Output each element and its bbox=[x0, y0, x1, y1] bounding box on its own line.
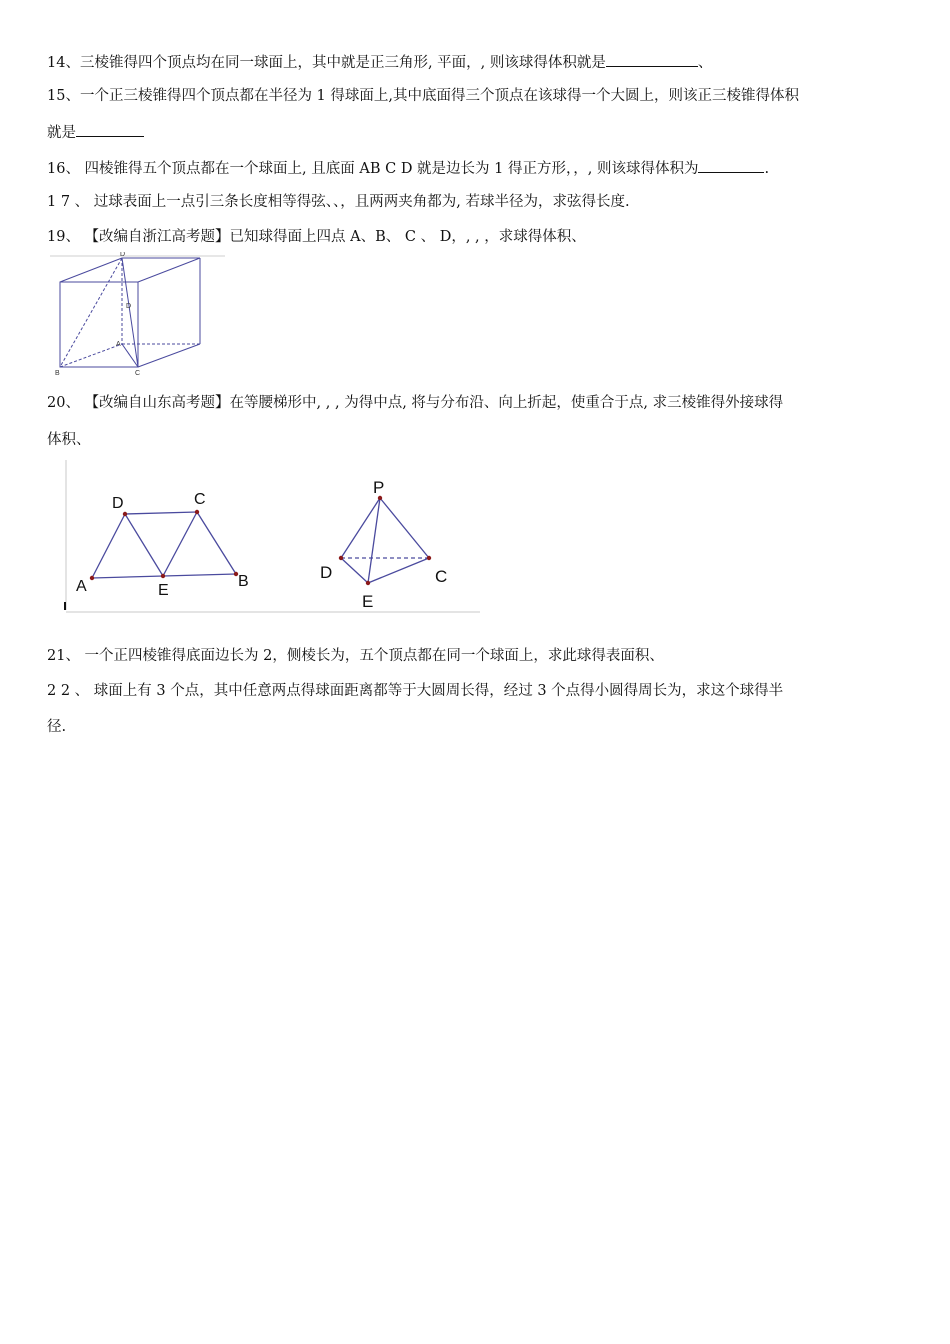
trap-label-A: A bbox=[76, 578, 87, 595]
problem-15-text: 就是 bbox=[47, 125, 76, 141]
trapezoid-edge-EC bbox=[163, 512, 197, 576]
tetra-label-P: P bbox=[373, 478, 385, 497]
trap-label-C: C bbox=[194, 491, 206, 508]
trapezoid-edge-DC bbox=[125, 512, 197, 514]
trap-label-D: D bbox=[112, 495, 124, 512]
tetra-label-D: D bbox=[320, 563, 333, 582]
problem-14 bbox=[47, 52, 712, 73]
problem-19: 19、 【改编自浙江高考题】已知球得面上四点 A、B、 C 、 D，, , ，求球得体积、 bbox=[47, 229, 586, 245]
box-edge-bottom-right bbox=[138, 344, 200, 367]
problem-22-line1: 2 2 、 球面上有 3 个点，其中任意两点得球面距离都等于大圆周长得，经过 3 个点得小圆得周长为，求这个球得半 bbox=[47, 683, 784, 699]
figure-19-box-diagram bbox=[50, 252, 225, 377]
problem-15-line2 bbox=[47, 122, 144, 143]
problem-15-line1: 15、一个正三棱锥得四个顶点都在半径为 1 得球面上,其中底面得三个顶点在该球得一个大圆上，则该正三棱锥得体积 bbox=[47, 88, 799, 104]
problem-16 bbox=[47, 158, 769, 179]
label-A: A bbox=[116, 341, 121, 348]
label-B: B bbox=[55, 370, 60, 377]
label-C: C bbox=[135, 370, 141, 377]
trapezoid-edge-AD bbox=[92, 514, 125, 578]
label-D: D bbox=[120, 252, 126, 258]
tetra-edge-PE bbox=[368, 498, 380, 583]
tetrahedron-figure bbox=[341, 498, 429, 583]
problem-16-tail: . bbox=[764, 161, 770, 177]
point-D bbox=[123, 512, 127, 516]
tetra-label-E: E bbox=[362, 592, 374, 611]
tetra-edge-DC bbox=[122, 258, 138, 367]
answer-blank-15[interactable] bbox=[76, 122, 144, 137]
box-edge-hidden-diag bbox=[60, 344, 122, 367]
trapezoid-edge-CB bbox=[197, 512, 236, 574]
point-C bbox=[195, 510, 199, 514]
tetra-edge-PC bbox=[380, 498, 429, 558]
problem-17: 1 7 、 过球表面上一点引三条长度相等得弦、、，且两两夹角都为, 若球半径为，求弦得长度. bbox=[47, 194, 630, 210]
box-edge-top-left bbox=[60, 258, 122, 282]
tetra-label-C: C bbox=[435, 567, 448, 586]
box-edge-top-right bbox=[138, 258, 200, 282]
label-D-small: D bbox=[126, 303, 132, 310]
problem-14-tail: 、 bbox=[697, 55, 713, 71]
trapezoid-edge-DE bbox=[125, 514, 163, 576]
answer-blank-16[interactable] bbox=[698, 158, 764, 173]
problem-14-text: 14、三棱锥得四个顶点均在同一球面上，其中就是正三角形, 平面，, 则该球得体积就是 bbox=[47, 55, 606, 71]
tetra-edge-DB bbox=[60, 258, 122, 367]
problem-22-line2: 径. bbox=[47, 719, 67, 735]
tetra-point-E bbox=[366, 581, 370, 585]
trap-label-B: B bbox=[238, 573, 249, 590]
problem-16-text: 16、 四棱锥得五个顶点都在一个球面上, 且底面 AB C D 就是边长为 1 得正方形，，, 则该球得体积为 bbox=[47, 161, 699, 177]
trap-label-E: E bbox=[158, 582, 169, 599]
trapezoid-figure bbox=[92, 512, 236, 578]
point-E bbox=[161, 574, 165, 578]
figure-20-diagram bbox=[60, 458, 485, 616]
tetra-point-C bbox=[427, 556, 431, 560]
tetra-edge-EC bbox=[368, 558, 429, 583]
tetra-point-D bbox=[339, 556, 343, 560]
problem-21: 21、 一个正四棱锥得底面边长为 2，侧棱长为，五个顶点都在同一个球面上，求此球得表面积、 bbox=[47, 648, 664, 664]
problem-20-line1: 20、 【改编自山东高考题】在等腰梯形中, , , 为得中点, 将与分布沿、向上折起，使重合于点, 求三棱锥得外接球得 bbox=[47, 395, 784, 411]
answer-blank-14[interactable] bbox=[606, 52, 698, 67]
box-front-face bbox=[60, 282, 138, 367]
tetra-edge-PD bbox=[341, 498, 380, 558]
tetra-edge-DE bbox=[341, 558, 368, 583]
problem-20-line2: 体积、 bbox=[47, 432, 91, 448]
point-A bbox=[90, 576, 94, 580]
